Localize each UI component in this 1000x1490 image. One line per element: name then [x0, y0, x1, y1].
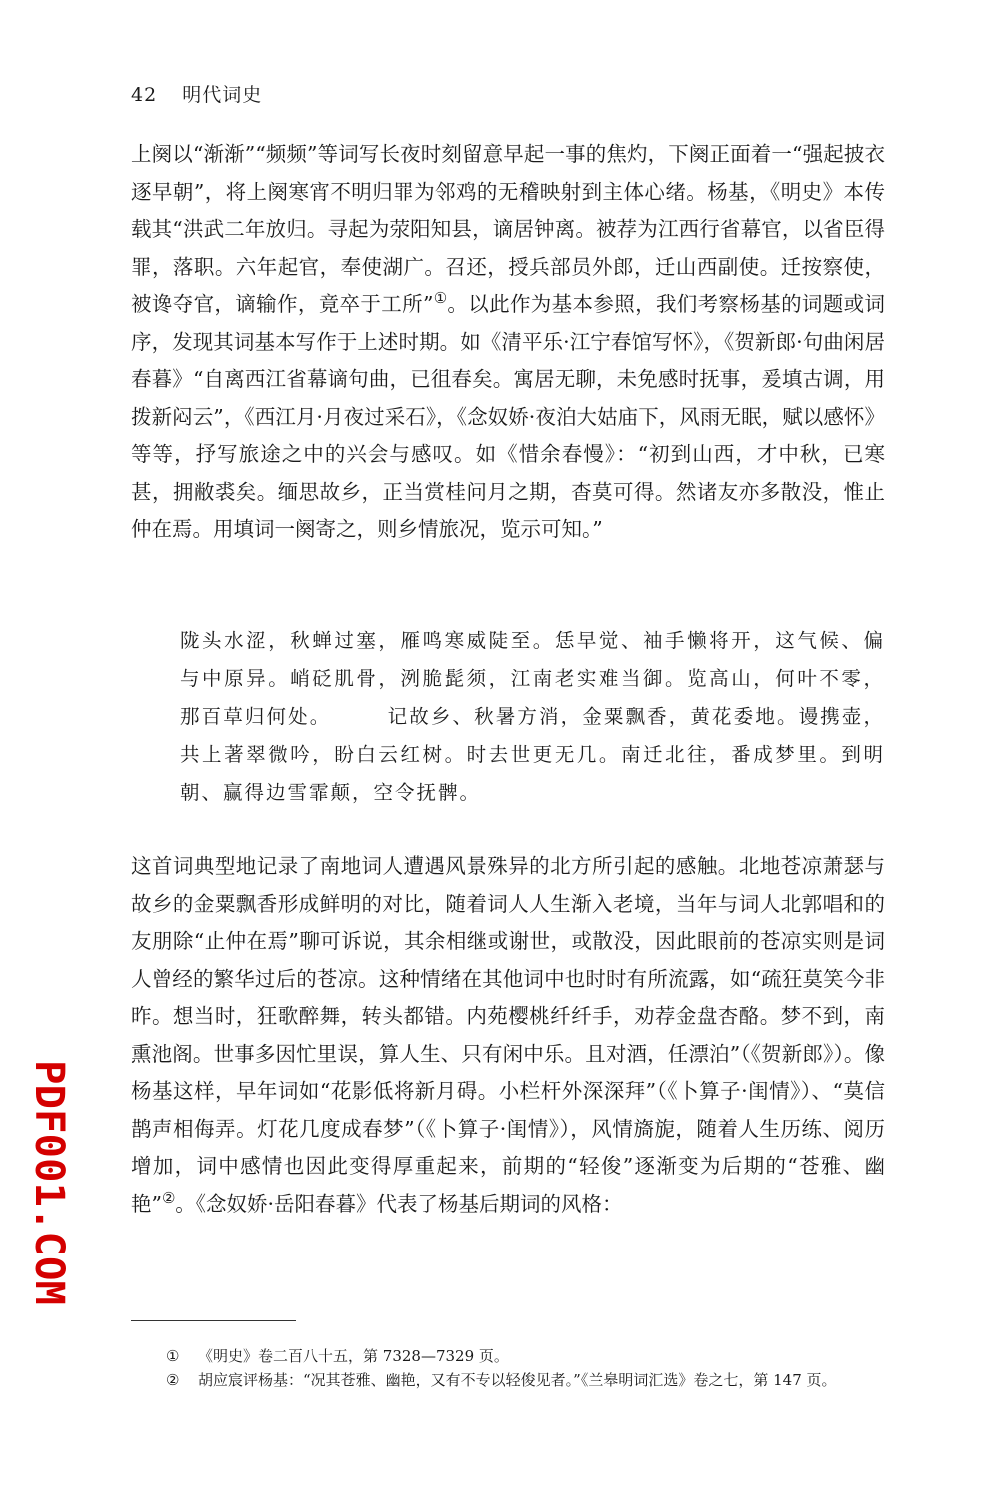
para1-text-a: 上阕以“渐渐”“频频”等词写长夜时刻留意早起一事的焦灼，下阕正面着一“强起披衣逐早朝”，将上阕寒宵不明归罪为邻鸡的无稽映射到主体心绪。杨基，《明史》本传载其“洪武二年放归。寻起为荥阳知县，谪居钟离。被荐为江西行省幕官，以省臣得罪，落职。六年起官，奉使湖广。召还，授兵部员外郎，迁山西副使。迁按察使，被谗夺官，谪输作，竟卒于工所” [131, 142, 885, 316]
footnote-1-text: 《明史》卷二百八十五，第 7328—7329 页。 [198, 1347, 509, 1365]
para1-text-b: 。以此作为基本参照，我们考察杨基的词题或词序，发现其词基本写作于上述时期。如《清平乐·江宁春馆写怀》，《贺新郎·句曲闲居春暮》“自离西江省幕谪句曲，已徂春矣。寓居无聊，未免感时抚事，爰填古调，用拨新闷云”，《西江月·月夜过采石》，《念奴娇·夜泊大姑庙下，风雨无眠，赋以感怀》等等，抒写旅途之中的兴会与感叹。如《惜余春慢》：“初到山西，才中秋，已寒甚，拥敝裘矣。缅思故乡，正当赏桂问月之期，杳莫可得。然诸友亦多散没，惟止仲在焉。用填词一阕寄之，则乡情旅况，览示可知。” [131, 292, 885, 541]
footnote-divider [131, 1320, 296, 1321]
footnote-1 [166, 1344, 886, 1368]
poem-stanza-2: 记故乡、秋暑方消，金粟飘香，黄花委地。谩携壶，共上著翠微吟，盼白云红树。时去世更无几。南迁北往，番成梦里。到明朝、赢得边雪霏颠，空令抚髀。 [180, 705, 885, 804]
para2-text-b: 。《念奴娇·岳阳春暮》代表了杨基后期词的风格： [175, 1191, 623, 1216]
block-quote-poem [180, 622, 885, 812]
book-title: 明代词史 [182, 84, 263, 106]
watermark-logo [22, 1060, 80, 1310]
footnote-2-mark: ② [166, 1371, 180, 1389]
footnote-1-mark: ① [166, 1347, 180, 1365]
para2-text-a: 这首词典型地记录了南地词人遭遇风景殊异的北方所引起的感触。北地苍凉萧瑟与故乡的金粟飘香形成鲜明的对比，随着词人人生渐入老境，当年与词人北郭唱和的友朋除“止仲在焉”聊可诉说，其余相继或谢世，或散没，因此眼前的苍凉实则是词人曾经的繁华过后的苍凉。这种情绪在其他词中也时时有所流露，如“疏狂莫笑今非昨。想当时，狂歌醉舞，转头都错。内苑樱桃纤纤手，劝荐金盘杏酪。梦不到，南熏池阁。世事多因忙里误，算人生、只有闲中乐。且对酒，任漂泊”（《贺新郎》）。像杨基这样，早年词如“花影低将新月碍。小栏杆外深深拜”（《卜算子·闺情》）、“莫信鹊声相侮弄。灯花几度成春梦”（《卜算子·闺情》），风情旖旎，随着人生历练、阅历增加，词中感情也因此变得厚重起来，前期的“轻俊”逐渐变为后期的“苍雅、幽艳” [131, 854, 885, 1216]
watermark-text: PDF001.COM [26, 1060, 72, 1301]
running-header [131, 80, 262, 107]
poem-stanza-1: 陇头水涩，秋蝉过塞，雁鸣寒威陡至。恁早觉、袖手懒将开，这气候、偏与中原异。峭砭肌骨，洌脆髭须，江南老实难当御。览高山，何叶不零，那百草归何处。 [180, 629, 885, 728]
body-paragraph-1 [131, 136, 885, 549]
footnote-ref-2[interactable]: ② [161, 1189, 176, 1207]
footnote-2 [166, 1368, 886, 1392]
footnote-ref-1[interactable]: ① [433, 290, 448, 308]
footnote-2-text: 胡应宸评杨基：“况其苍雅、幽艳，又有不专以轻俊见者。”《兰皋明词汇选》卷之七，第 147 页。 [198, 1371, 837, 1389]
page-number: 42 [131, 84, 158, 106]
body-paragraph-2 [131, 848, 885, 1223]
